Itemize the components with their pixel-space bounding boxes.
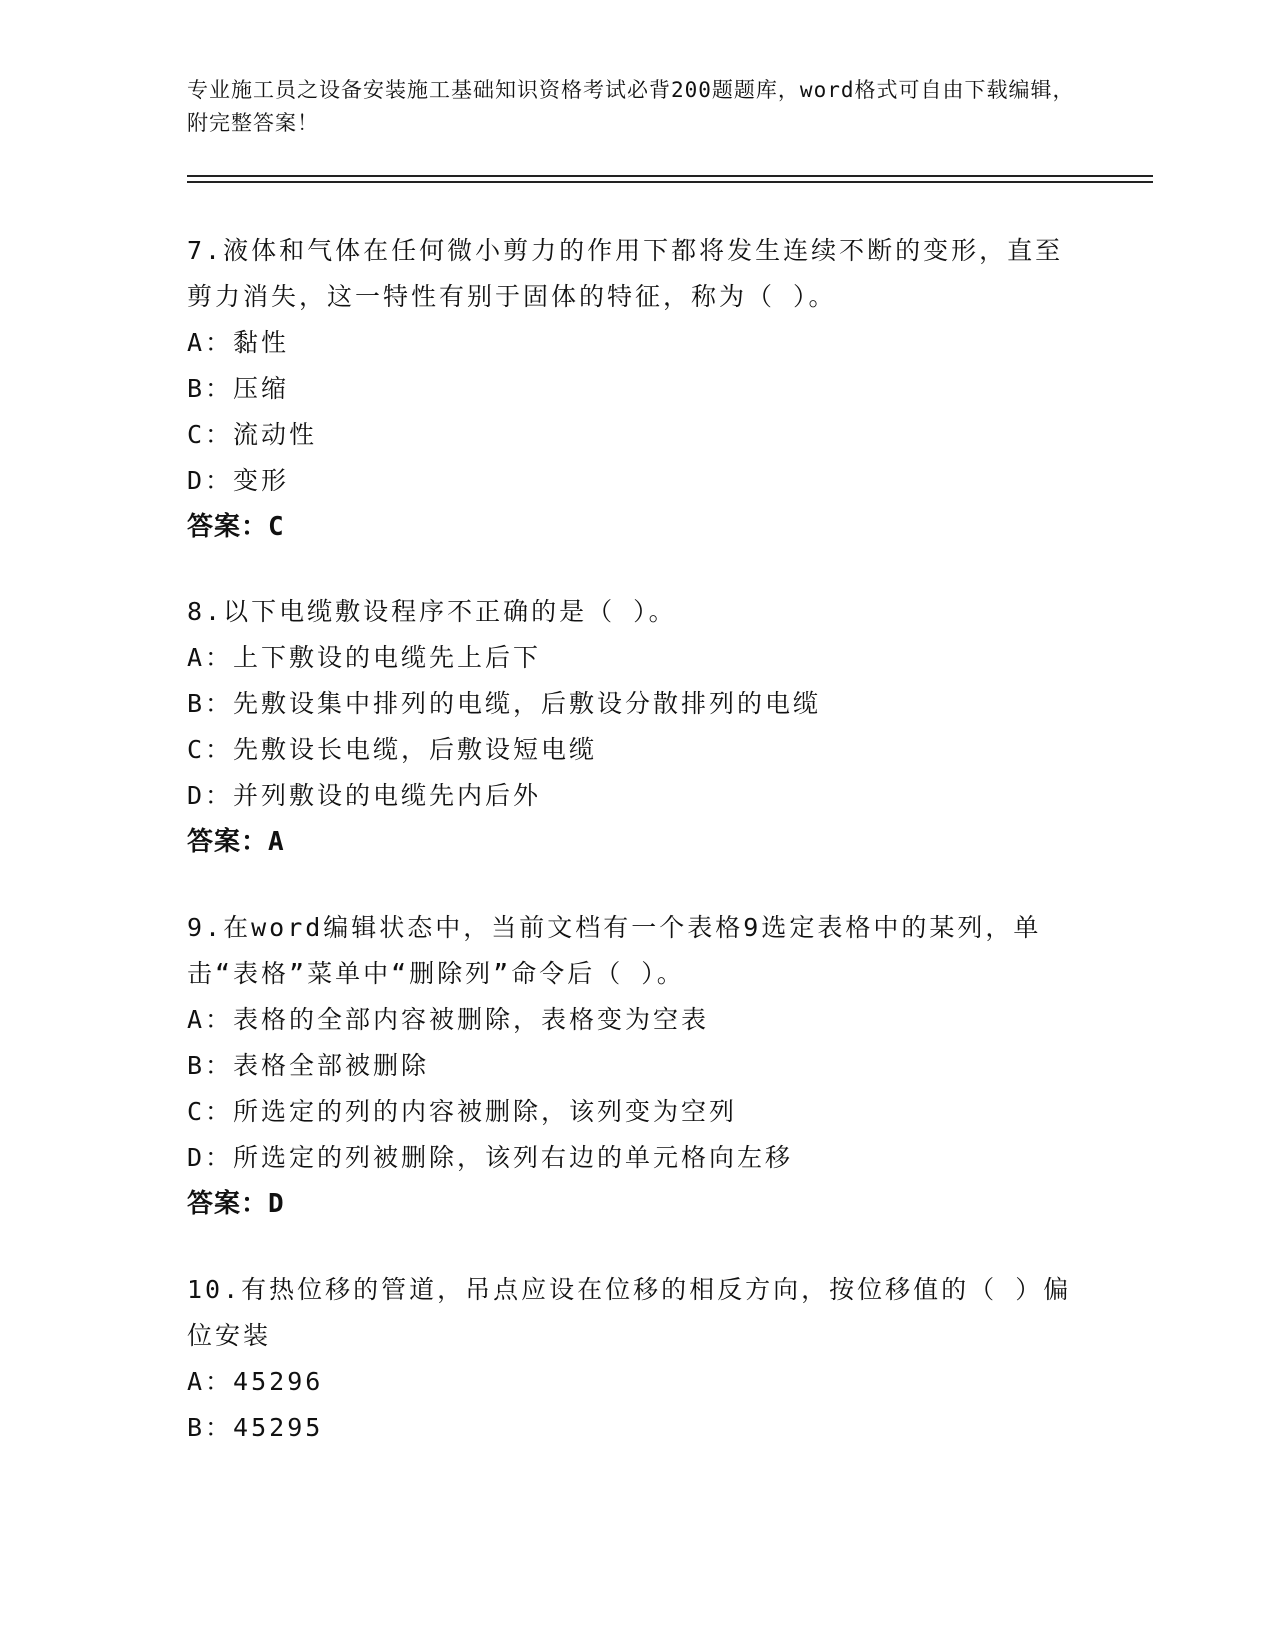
question-9 (187, 905, 1087, 1227)
question-stem: 7.液体和气体在任何微小剪力的作用下都将发生连续不断的变形，直至剪力消失，这一特性有别于固体的特征，称为（ ）。 (187, 236, 1064, 311)
option-b: B：压缩 (187, 374, 290, 403)
option-c: C：流动性 (187, 420, 318, 449)
option-a: A：表格的全部内容被删除，表格变为空表 (187, 1005, 710, 1034)
option-d: D：并列敷设的电缆先内后外 (187, 781, 542, 810)
question-stem: 9.在word编辑状态中，当前文档有一个表格9选定表格中的某列，单击“表格”菜单中“删除列”命令后（ ）。 (187, 913, 1042, 988)
option-b: B：表格全部被删除 (187, 1051, 430, 1080)
question-stem: 8.以下电缆敷设程序不正确的是（ ）。 (187, 597, 677, 626)
option-a: A：黏性 (187, 328, 290, 357)
answer-label: 答案：C (187, 512, 285, 542)
answer-label: 答案：A (187, 827, 285, 857)
question-10 (187, 1267, 1087, 1451)
question-7 (187, 228, 1087, 550)
option-a: A：45296 (187, 1367, 324, 1396)
option-c: C：所选定的列的内容被删除，该列变为空列 (187, 1097, 738, 1126)
document-header: 专业施工员之设备安装施工基础知识资格考试必背200题题库，word格式可自由下载编辑，附完整答案！ (187, 78, 1075, 135)
option-a: A：上下敷设的电缆先上后下 (187, 643, 542, 672)
header-divider-bottom (187, 181, 1153, 183)
option-b: B：先敷设集中排列的电缆，后敷设分散排列的电缆 (187, 689, 822, 718)
answer-label: 答案：D (187, 1189, 285, 1219)
option-b: B：45295 (187, 1413, 324, 1442)
question-8 (187, 589, 1087, 865)
question-stem: 10.有热位移的管道，吊点应设在位移的相反方向，按位移值的（ ）偏位安装 (187, 1275, 1072, 1350)
option-d: D：变形 (187, 466, 290, 495)
option-c: C：先敷设长电缆，后敷设短电缆 (187, 735, 598, 764)
option-d: D：所选定的列被删除，该列右边的单元格向左移 (187, 1143, 794, 1172)
header-divider-top (187, 175, 1153, 177)
